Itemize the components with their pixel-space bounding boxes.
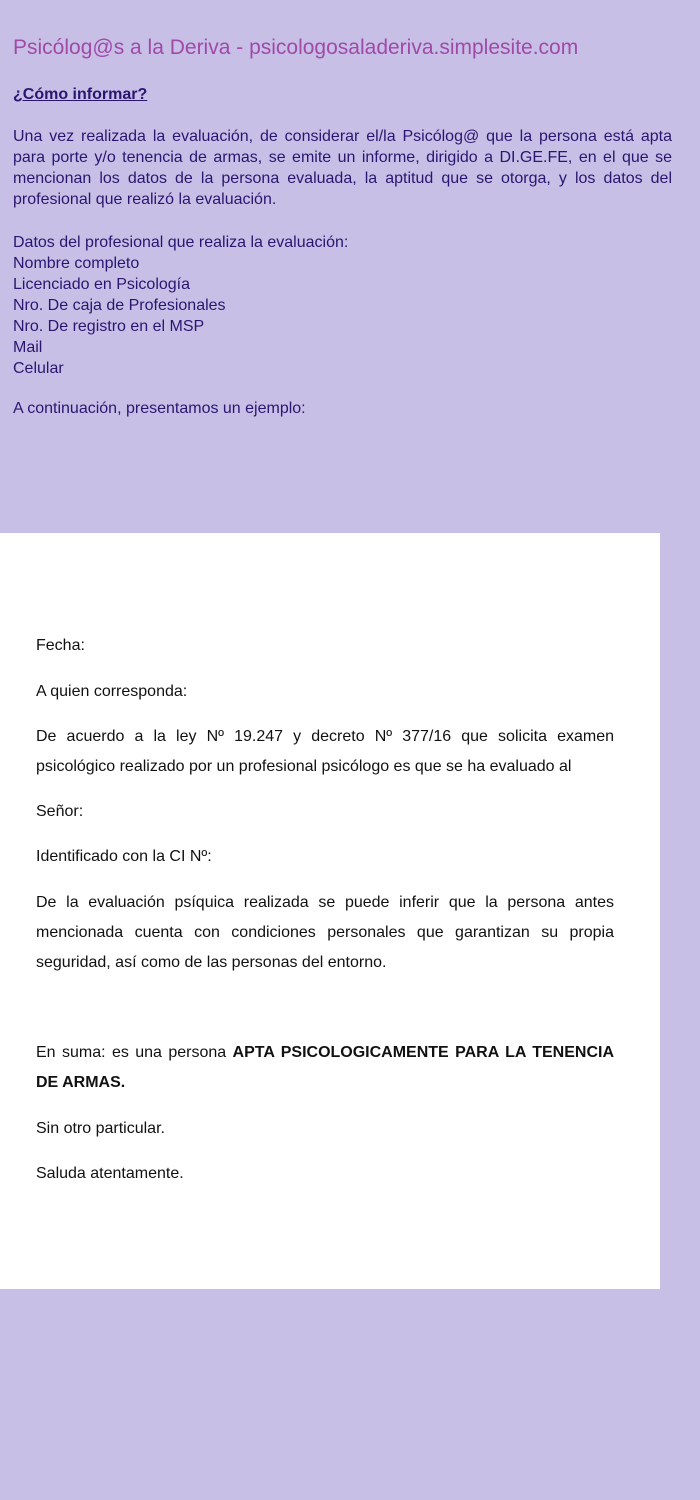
example-letter-image — [0, 533, 660, 1289]
details-item: Nro. De registro en el MSP — [13, 318, 205, 335]
letter-summary-prefix: En suma: es una persona — [36, 1044, 233, 1061]
letter-signoff: Saluda atentamente. — [36, 1165, 184, 1182]
details-item: Nombre completo — [13, 255, 140, 272]
letter-senor-label: Señor: — [36, 803, 84, 820]
letter-closing: Sin otro particular. — [36, 1120, 165, 1137]
details-item: Mail — [13, 339, 43, 356]
letter-evaluation-paragraph: De la evaluación psíquica realizada se puede inferir que la persona antes mencionada cuenta con condiciones personales que garantizan su propia seguridad, así como de las personas del entorno. — [36, 894, 614, 971]
letter-summary — [36, 1038, 614, 1098]
details-title: Datos del profesional que realiza la evaluación: — [13, 234, 349, 251]
letter-greeting: A quien corresponda: — [36, 683, 188, 700]
intro-paragraph: Una vez realizada la evaluación, de considerar el/la Psicólog@ que la persona está apta para porte y/o tenencia de armas, se emite un informe, dirigido a DI.GE.FE, en el que se mencionan los datos de la persona evaluada, la aptitud que se otorga, y los datos del profesional que realizó la evaluación. — [13, 128, 672, 208]
example-intro: A continuación, presentamos un ejemplo: — [13, 400, 306, 417]
letter-summary-verdict: APTA PSICOLOGICAMENTE PARA LA TENENCIA DE ARMAS. — [36, 1044, 614, 1091]
letter-ci-label: Identificado con la CI Nº: — [36, 848, 212, 865]
letter-date-label: Fecha: — [36, 637, 85, 654]
site-title: Psicólog@s a la Deriva - psicologosaladeriva.simplesite.com — [13, 36, 579, 59]
section-heading: ¿Cómo informar? — [13, 86, 148, 103]
details-item: Celular — [13, 360, 64, 377]
professional-details — [13, 232, 348, 379]
letter-law-paragraph: De acuerdo a la ley Nº 19.247 y decreto Nº 377/16 que solicita examen psicológico realizado por un profesional psicólogo es que se ha evaluado al — [36, 728, 614, 775]
details-item: Nro. De caja de Profesionales — [13, 297, 226, 314]
details-item: Licenciado en Psicología — [13, 276, 191, 293]
